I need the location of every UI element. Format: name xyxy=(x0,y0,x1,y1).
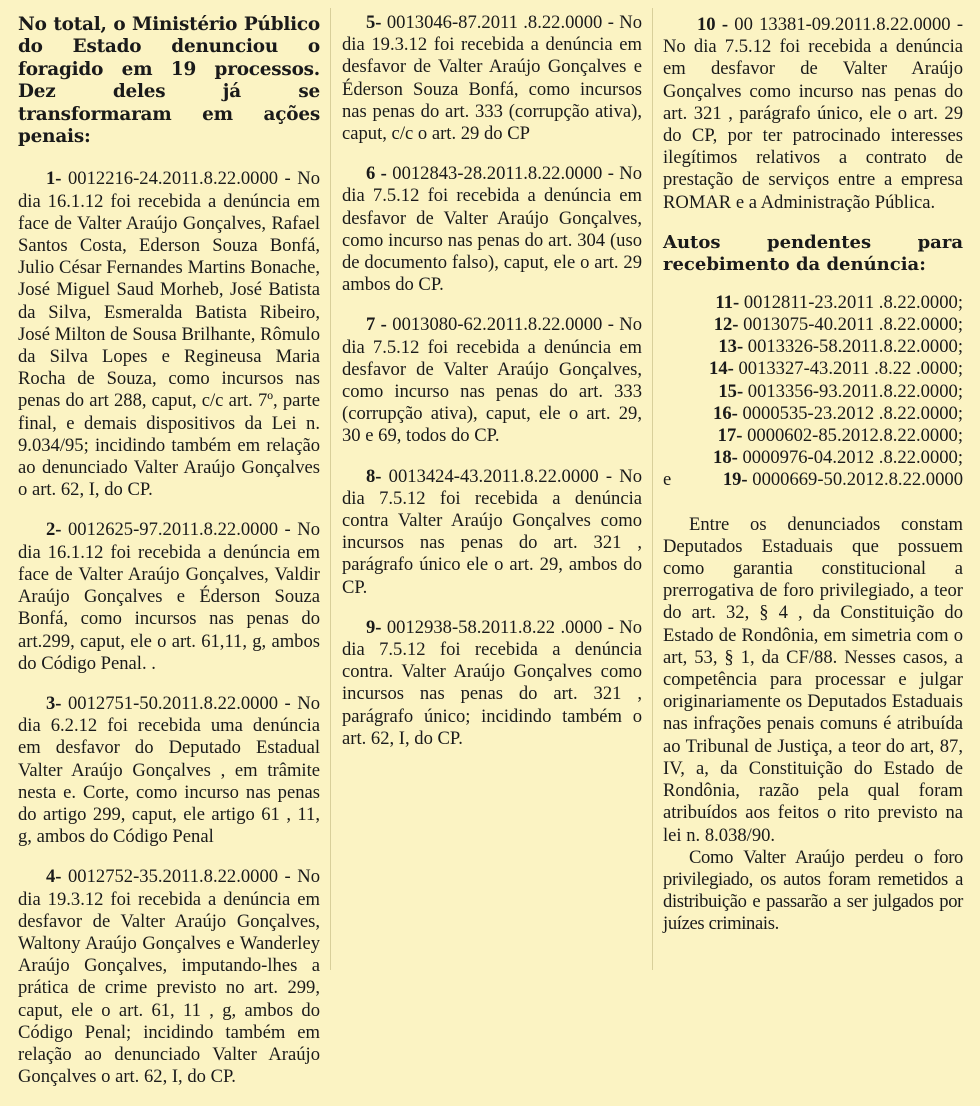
case-text: 0012216-24.2011.8.22.0000 - No dia 16.1.12 foi recebida a denúncia em face de Valter Araújo Gonçalves, Rafael Santos Costa, Ederson Souza Bonfá, Julio César Fernandes Martins Bonache, José Miguel Saud Morheb, José Batista da Silva, Esmeralda Batista Ribeiro, José Milton de Sousa Brilhante, Rômulo da Silva Lopes e Regineusa Maria Rocha de Souza, como incursos nas penas do art 288, caput, c/c art. 7º, parte final, e demais dispositivos da Lei n. 9.034/95; incidindo também em relação ao denunciado Valter Araújo Gonçalves o art. 62, I, do CP. xyxy=(18,168,320,501)
column-2 xyxy=(342,12,642,768)
case-text: 0012751-50.2011.8.22.0000 - No dia 6.2.12 foi recebida uma denúncia em desfavor do Deputado Estadual Valter Araújo Gonçalves , em trâmite nesta e. Corte, como incurso nas penas do artigo 299, caput, ele artigo 61 , 11, g, ambos do Código Penal xyxy=(18,692,320,848)
case-item xyxy=(18,519,320,674)
case-text: 0012843-28.2011.8.22.0000 - No dia 7.5.12 foi recebida a denúncia em desfavor de Valter Araújo Gonçalves, como incurso nas penas do art. 304 (uso de documento falso), caput, ele o art. 29 ambos do CP. xyxy=(342,163,643,296)
case-item xyxy=(342,314,642,447)
pending-item: 16- 0000535-23.2012 .8.22.0000; xyxy=(713,402,963,424)
column-divider xyxy=(330,8,331,970)
case-number: 8- xyxy=(366,465,382,487)
pending-item: e 19- 0000669-50.2012.8.22.0000 xyxy=(663,469,963,491)
case-number: 5- xyxy=(366,12,382,33)
case-number: 4- xyxy=(46,866,62,888)
closing-paragraph: Como Valter Araújo perdeu o foro privilegiado, os autos foram remetidos a distribuição e passarão a ser julgados por juízes criminais. xyxy=(663,846,963,935)
case-item xyxy=(342,163,642,296)
case-item xyxy=(342,12,642,145)
case-item xyxy=(18,168,320,501)
case-text: 0013080-62.2011.8.22.0000 - No dia 7.5.12 foi recebida a denúncia em desfavor de Valter Araújo Gonçalves, como incurso nas penas do art. 333 (corrupção ativa), caput, ele o art. 29, 30 e 69, todos do CP. xyxy=(342,314,643,447)
pending-list xyxy=(663,292,963,492)
case-item xyxy=(663,14,963,214)
case-item xyxy=(342,466,642,599)
column-divider xyxy=(652,8,653,970)
closing-paragraph: Entre os denunciados constam Deputados Estaduais que possuem como garantia constitucional a prerrogativa de foro privilegiado, a teor do art. 32, § 4 , da Constituição do Estado de Rondônia, em simetria com o art, 53, § 1, da CF/88. Nesses casos, a competência para processar e julgar originariamente os Deputados Estaduais nas infrações penais comuns é atribuída ao Tribunal de Justiça, a teor do art, 87, IV, a, da Constituição do Estado de Rondônia, razão pela qual foram atribuídos aos feitos o rito previsto na lei n. 8.038/90. xyxy=(663,513,963,846)
pending-item: 18- 0000976-04.2012 .8.22.0000; xyxy=(713,447,963,469)
case-item xyxy=(18,693,320,848)
case-number: 9- xyxy=(366,616,382,638)
column-1 xyxy=(18,14,320,1106)
pending-heading: Autos pendentes para recebimento da denúncia: xyxy=(663,231,963,275)
case-text: 0012625-97.2011.8.22.0000 - No dia 16.1.12 foi recebida a denúncia em face de Valter Araújo Gonçalves, Valdir Araújo Gonçalves e Éderson Souza Bonfá, como incursos nas penas do art.299, caput, ele o art. 61,11, g, ambos do Código Penal. . xyxy=(18,519,320,674)
case-text: 0013424-43.2011.8.22.0000 - No dia 7.5.12 foi recebida a denúncia contra Valter Araújo Gonçalves como incursos nas penas do art. 321 , parágrafo único ele o art. 29, ambos do CP. xyxy=(342,465,642,598)
case-text: 0012752-35.2011.8.22.0000 - No dia 19.3.12 foi recebida a denúncia em desfavor de Valter Araújo Gonçalves, Waltony Araújo Gonçalves e Wanderley Araújo Gonçalves, imputando-lhes a prática de crime previsto no art. 299, caput, ele o art. 61, 11 , g, ambos do Código Penal; incidindo também em relação ao denunciado Valter Araújo Gonçalves o art. 62, I, do CP. xyxy=(18,866,320,1088)
case-number: 3- xyxy=(46,692,62,714)
case-number: 10 - xyxy=(697,14,729,35)
case-item xyxy=(342,617,642,750)
case-number: 7 - xyxy=(366,314,387,336)
pending-item: 13- 0013326-58.2011.8.22.0000; xyxy=(718,336,963,358)
lead-paragraph: No total, o Ministério Público do Estado denunciou o foragido em 19 processos. Dez deles já se transformaram em ações penais: xyxy=(18,14,320,148)
pending-item: 17- 0000602-85.2012.8.22.0000; xyxy=(717,425,963,447)
case-text: 0013046-87.2011 .8.22.0000 - No dia 19.3.12 foi recebida a denúncia em desfavor de Valter Araújo Gonçalves e Éderson Souza Bonfá, como incursos nas penas do art. 333 (corrupção ativa), caput, c/c o art. 29 do CP xyxy=(342,12,642,145)
pending-item: 11- 0012811-23.2011 .8.22.0000; xyxy=(715,291,963,313)
case-text: 0012938-58.2011.8.22 .0000 - No dia 7.5.12 foi recebida a denúncia contra. Valter Araújo Gonçalves como incursos nas penas do art. 321 , parágrafo único; incidindo também o art. 62, I, do CP. xyxy=(342,616,642,749)
pending-item: 14- 0013327-43.2011 .8.22 .0000; xyxy=(709,358,963,380)
case-item xyxy=(18,866,320,1088)
pending-item: 12- 0013075-40.2011 .8.22.0000; xyxy=(713,314,963,336)
case-text: 00 13381-09.2011.8.22.0000 - No dia 7.5.12 foi recebida a denúncia em desfavor de Valter Araújo Gonçalves como incurso nas penas do art. 321 , parágrafo único, ele o art. 29 do CP, por ter patrocinado interesses ilegítimos relativos a contrato de prestação de serviços entre a empresa ROMAR e a Administração Pública. xyxy=(663,14,964,213)
case-number: 2- xyxy=(46,519,62,541)
case-number: 1- xyxy=(46,168,62,190)
column-3 xyxy=(663,14,963,936)
pending-item: 15- 0013356-93.2011.8.22.0000; xyxy=(718,380,963,402)
case-number: 6 - xyxy=(366,163,387,185)
